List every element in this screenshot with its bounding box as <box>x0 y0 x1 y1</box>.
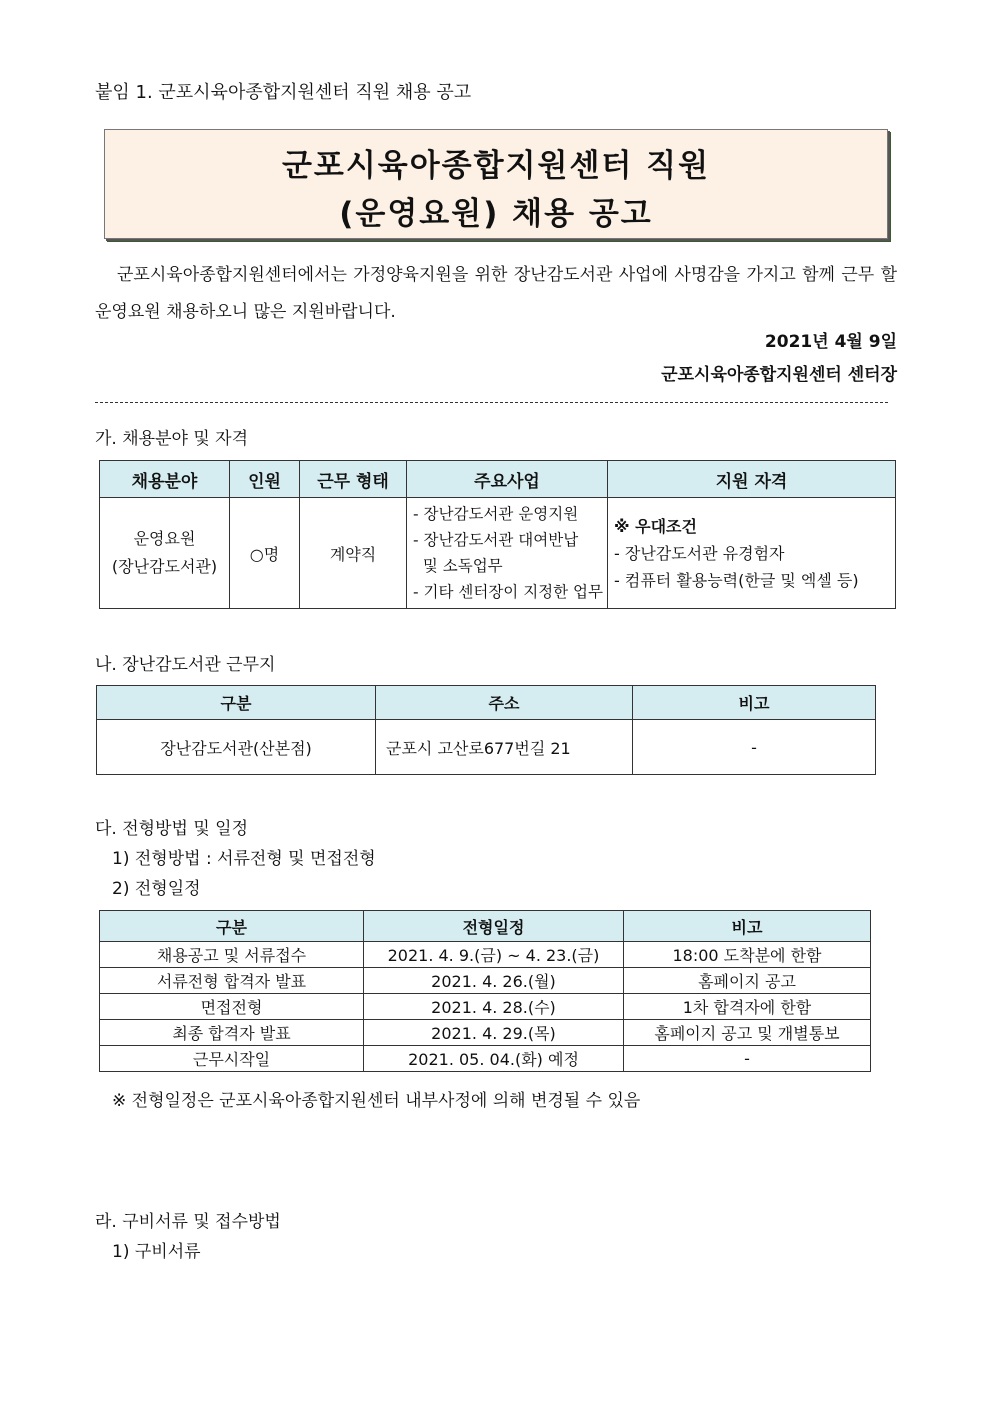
duty-item: - 장난감도서관 운영지원 <box>413 505 579 523</box>
table-header: 지원 자격 <box>608 461 896 498</box>
table-cell: 군포시 고산로677번길 21 <box>376 720 633 775</box>
table-row <box>100 942 871 968</box>
qualification-item: - 컴퓨터 활용능력(한글 및 엑셀 등) <box>614 570 859 590</box>
dashed-divider <box>95 402 888 403</box>
table-cell: 2021. 4. 9.(금) ~ 4. 23.(금) <box>364 942 624 968</box>
table-header-row <box>100 911 871 942</box>
duty-item: 및 소독업무 <box>413 557 503 575</box>
table-row <box>100 968 871 994</box>
table-cell: 홈페이지 공고 및 개별통보 <box>624 1020 871 1046</box>
table-cell: 면접전형 <box>100 994 364 1020</box>
section-a-heading: 가. 채용분야 및 자격 <box>95 429 248 449</box>
count-cell: ○명 <box>230 498 300 609</box>
title-box <box>104 129 888 239</box>
workplace-table <box>96 685 876 775</box>
method-text: 1) 전형방법 : 서류전형 및 면접전형 <box>112 849 376 869</box>
table-cell: 2021. 05. 04.(화) 예정 <box>364 1046 624 1072</box>
field-place: (장난감도서관) <box>111 557 218 576</box>
table-cell: 18:00 도착분에 한함 <box>624 942 871 968</box>
table-header: 구분 <box>97 686 376 720</box>
table-cell: 1차 합격자에 한함 <box>624 994 871 1020</box>
table-cell: - <box>633 720 876 775</box>
type-cell: 계약직 <box>300 498 407 609</box>
recruitment-table <box>99 460 896 609</box>
field-cell <box>100 498 230 609</box>
table-header: 인원 <box>230 461 300 498</box>
table-cell: 장난감도서관(산본점) <box>97 720 376 775</box>
table-header: 채용분야 <box>100 461 230 498</box>
table-cell: - <box>624 1046 871 1072</box>
preferred-heading: ※ 우대조건 <box>614 516 697 536</box>
table-header-row <box>100 461 896 498</box>
table-cell: 최종 합격자 발표 <box>100 1020 364 1046</box>
intro-paragraph: 군포시육아종합지원센터에서는 가정양육지원을 위한 장난감도서관 사업에 사명감을 가지고 함께 근무 할 운영요원 채용하오니 많은 지원바랍니다. <box>95 265 897 322</box>
duty-item: - 기타 센터장이 지정한 업무 <box>413 583 604 601</box>
table-header: 비고 <box>624 911 871 942</box>
table-row <box>100 1020 871 1046</box>
documents-label: 1) 구비서류 <box>112 1242 201 1262</box>
table-header: 근무 형태 <box>300 461 407 498</box>
table-cell: 근무시작일 <box>100 1046 364 1072</box>
table-cell: 2021. 4. 28.(수) <box>364 994 624 1020</box>
title-line-1: 군포시육아종합지원센터 직원 <box>281 148 711 184</box>
table-row <box>100 994 871 1020</box>
schedule-table <box>99 910 871 1072</box>
duty-item: - 장난감도서관 대여반납 <box>413 531 579 549</box>
section-d-heading: 라. 구비서류 및 접수방법 <box>95 1212 281 1232</box>
table-header: 주소 <box>376 686 633 720</box>
field-name: 운영요원 <box>133 529 196 548</box>
table-cell: 서류전형 합격자 발표 <box>100 968 364 994</box>
qualification-item: - 장난감도서관 유경험자 <box>614 543 785 563</box>
schedule-label: 2) 전형일정 <box>112 879 201 899</box>
section-b-heading: 나. 장난감도서관 근무지 <box>95 655 276 675</box>
table-row <box>100 1046 871 1072</box>
schedule-note: ※ 전형일정은 군포시육아종합지원센터 내부사정에 의해 변경될 수 있음 <box>112 1091 641 1111</box>
table-cell: 홈페이지 공고 <box>624 968 871 994</box>
section-c-heading: 다. 전형방법 및 일정 <box>95 819 248 839</box>
table-header: 구분 <box>100 911 364 942</box>
table-cell: 채용공고 및 서류접수 <box>100 942 364 968</box>
table-row <box>100 498 896 609</box>
table-cell: 2021. 4. 29.(목) <box>364 1020 624 1046</box>
table-header: 전형일정 <box>364 911 624 942</box>
table-header-row <box>97 686 876 720</box>
attachment-label: 붙임 1. 군포시육아종합지원센터 직원 채용 공고 <box>95 82 472 103</box>
table-header: 비고 <box>633 686 876 720</box>
title-line-2: (운영요원) 채용 공고 <box>339 196 653 232</box>
duties-cell <box>407 498 608 609</box>
notice-date: 2021년 4월 9일 <box>764 332 897 352</box>
signature: 군포시육아종합지원센터 센터장 <box>661 365 897 385</box>
qualification-cell <box>608 498 896 609</box>
table-header: 주요사업 <box>407 461 608 498</box>
table-row <box>97 720 876 775</box>
table-cell: 2021. 4. 26.(월) <box>364 968 624 994</box>
